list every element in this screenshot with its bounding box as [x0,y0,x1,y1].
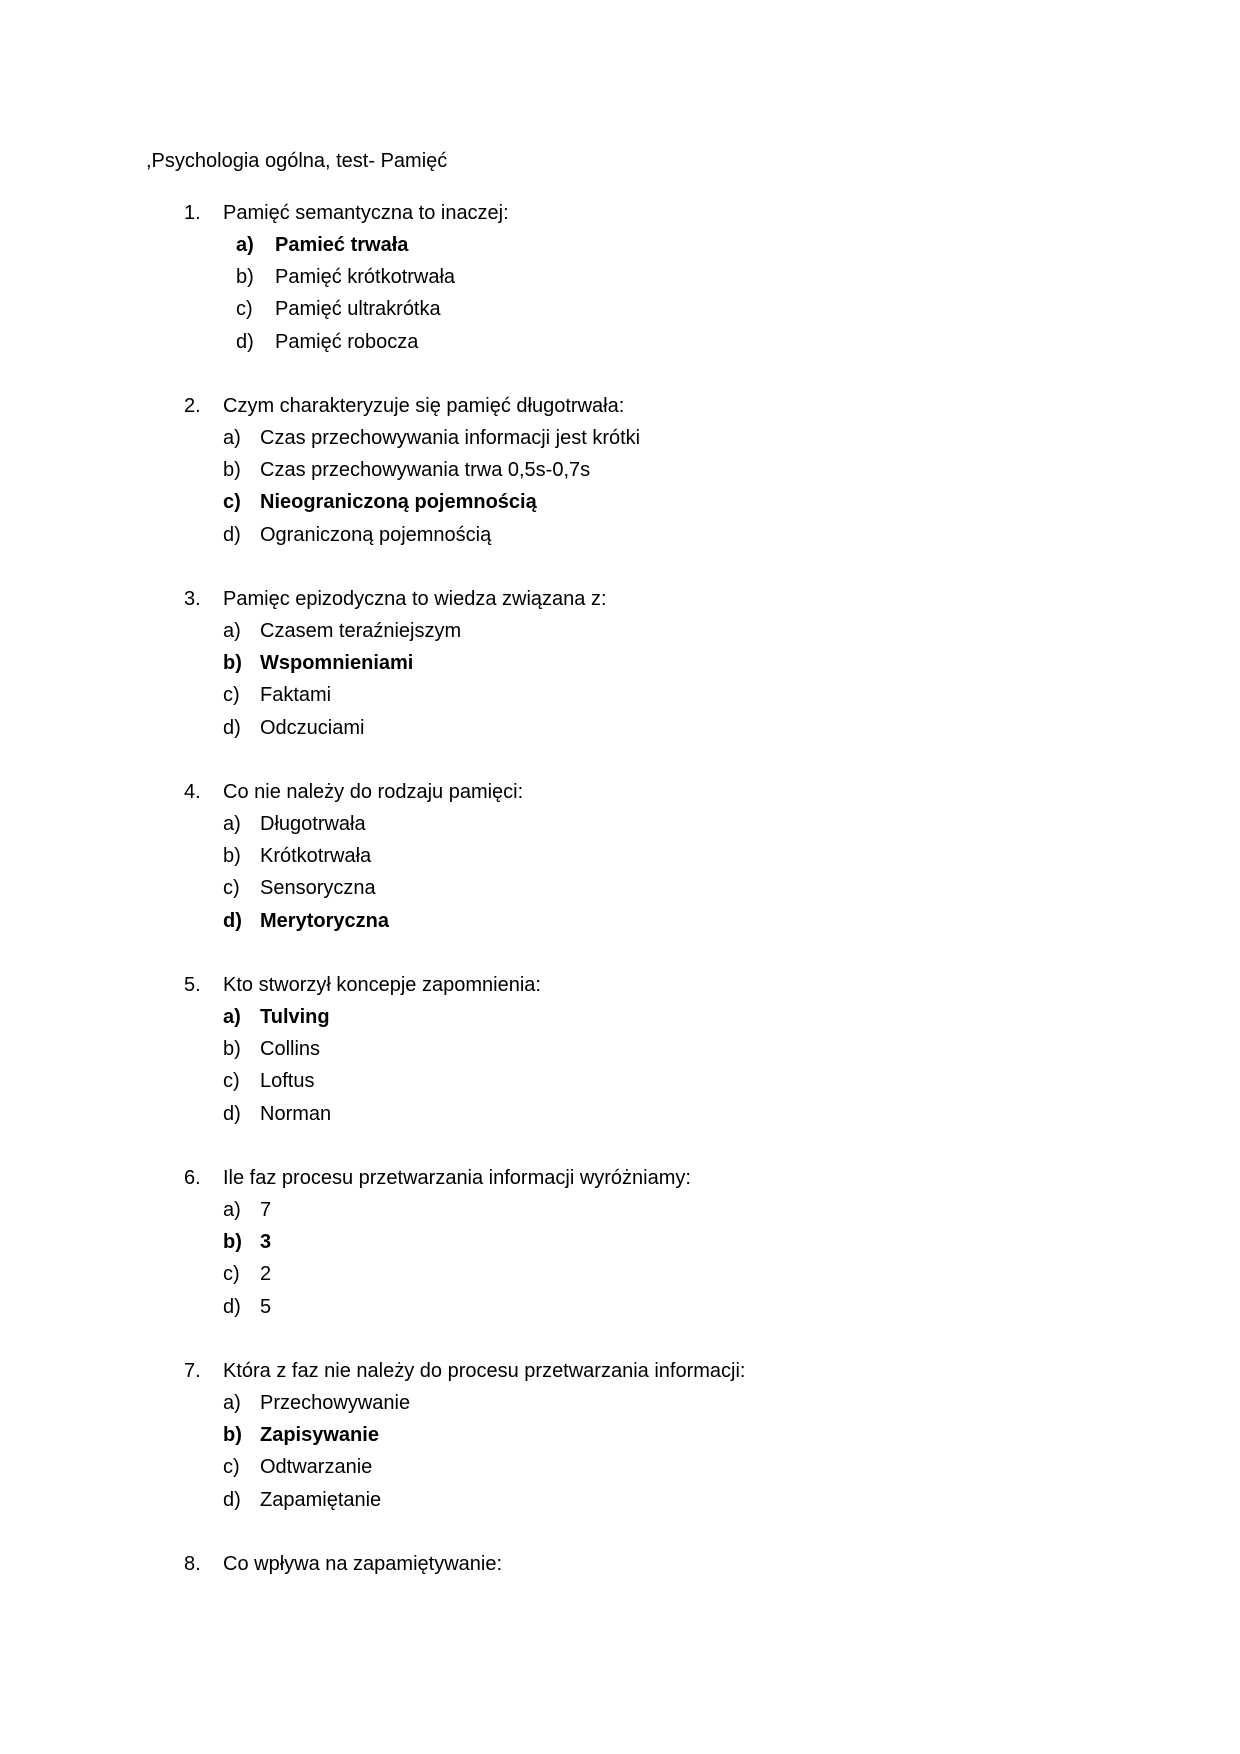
question-text: Która z faz nie należy do procesu przetwarzania informacji: [223,1360,746,1382]
option-letter: c) [223,1456,240,1479]
question-heading [184,583,1084,615]
question-number: 1. [184,202,201,224]
option-letter: d) [223,523,241,546]
option-text: Merytoryczna [260,909,389,932]
option-text: Krótkotrwała [260,845,372,868]
question-2 [184,390,1084,551]
option-c [184,1065,1084,1097]
option-text: Tulving [260,1006,330,1028]
option-text: Zapamiętanie [260,1488,382,1511]
question-text: Pamięc epizodyczna to wiedza związana z: [223,588,607,610]
question-number: 2. [184,395,201,417]
question-text: Co wpływa na zapamiętywanie: [223,1553,503,1575]
question-text: Pamięć semantyczna to inaczej: [223,202,509,224]
option-text: Loftus [260,1070,315,1093]
option-d [184,519,1084,551]
option-letter: d) [223,1295,241,1318]
option-letter: a) [236,234,254,256]
option-letter: a) [223,813,241,835]
option-letter: b) [223,845,241,868]
option-letter: b) [223,1424,242,1447]
option-letter: b) [223,1231,242,1254]
option-letter: c) [223,684,240,707]
option-d [184,1291,1084,1323]
option-c [184,1258,1084,1290]
option-a [184,808,1084,840]
option-text: Zapisywanie [260,1424,379,1447]
option-text: 5 [260,1295,272,1318]
option-d [184,712,1084,744]
option-letter: d) [223,909,242,932]
option-text: Nieograniczoną pojemnością [260,491,537,514]
option-letter: a) [223,1199,241,1221]
question-heading [184,969,1084,1001]
option-text: 2 [260,1263,272,1286]
option-letter: a) [223,620,241,642]
option-d [184,326,1084,358]
question-heading [184,1355,1084,1387]
option-d [184,905,1084,937]
option-text: Wspomnieniami [260,652,414,675]
option-text: Norman [260,1102,332,1125]
option-letter: d) [223,716,241,739]
option-d [184,1098,1084,1130]
question-6 [184,1162,1084,1323]
option-text: Czas przechowywania informacji jest krótki [260,427,641,449]
option-c [184,293,1084,325]
option-text: Pamięć ultrakrótka [275,298,441,321]
option-letter: d) [223,1102,241,1125]
option-text: Collins [260,1038,321,1061]
question-number: 3. [184,588,201,610]
question-1 [184,197,1084,358]
option-b [184,1033,1084,1065]
question-text: Kto stworzył koncepje zapomnienia: [223,974,541,996]
option-a [184,422,1084,454]
option-letter: a) [223,1006,241,1028]
question-number: 8. [184,1553,201,1575]
option-a [184,1001,1084,1033]
option-text: Przechowywanie [260,1392,411,1414]
question-number: 6. [184,1167,201,1189]
question-heading [184,197,1084,229]
option-letter: c) [223,877,240,900]
option-b [184,840,1084,872]
option-letter: b) [223,652,242,675]
option-b [184,647,1084,679]
question-7 [184,1355,1084,1516]
option-text: Odtwarzanie [260,1456,373,1479]
option-a [184,229,1084,261]
option-text: Sensoryczna [260,877,376,900]
option-text: 3 [260,1231,272,1254]
option-letter: a) [223,1392,241,1414]
option-b [184,454,1084,486]
option-letter: a) [223,427,241,449]
question-3 [184,583,1084,744]
option-letter: c) [236,298,253,321]
option-letter: c) [223,1263,240,1286]
option-c [184,872,1084,904]
option-b [184,261,1084,293]
option-text: Pamięć krótkotrwała [275,266,456,289]
question-heading [184,1162,1084,1194]
option-c [184,486,1084,518]
option-text: Odczuciami [260,716,365,739]
option-letter: b) [223,1038,241,1061]
option-c [184,679,1084,711]
question-text: Ile faz procesu przetwarzania informacji wyróżniamy: [223,1167,691,1189]
question-4 [184,776,1084,937]
question-text: Czym charakteryzuje się pamięć długotrwała: [223,395,625,417]
option-text: Ograniczoną pojemnością [260,523,492,546]
option-a [184,1387,1084,1419]
question-number: 4. [184,781,201,803]
option-text: Pamieć trwała [275,234,409,256]
option-a [184,1194,1084,1226]
option-c [184,1451,1084,1483]
option-text: Czas przechowywania trwa 0,5s-0,7s [260,459,591,482]
option-letter: c) [223,1070,240,1093]
option-d [184,1484,1084,1516]
option-text: Długotrwała [260,813,366,835]
question-text: Co nie należy do rodzaju pamięci: [223,781,524,803]
option-b [184,1226,1084,1258]
option-text: Czasem teraźniejszym [260,620,462,642]
document-title: ,Psychologia ogólna, test- Pamięć [146,150,448,172]
option-letter: d) [223,1488,241,1511]
option-b [184,1419,1084,1451]
option-letter: b) [236,266,254,289]
option-letter: d) [236,330,254,353]
question-number: 7. [184,1360,201,1382]
option-letter: b) [223,459,241,482]
option-text: Faktami [260,684,332,707]
option-letter: c) [223,491,241,514]
option-text: 7 [260,1199,272,1221]
question-heading [184,1548,1084,1580]
question-8 [184,1548,1084,1580]
question-5 [184,969,1084,1130]
question-number: 5. [184,974,201,996]
option-a [184,615,1084,647]
question-heading [184,390,1084,422]
option-text: Pamięć robocza [275,330,419,353]
question-heading [184,776,1084,808]
